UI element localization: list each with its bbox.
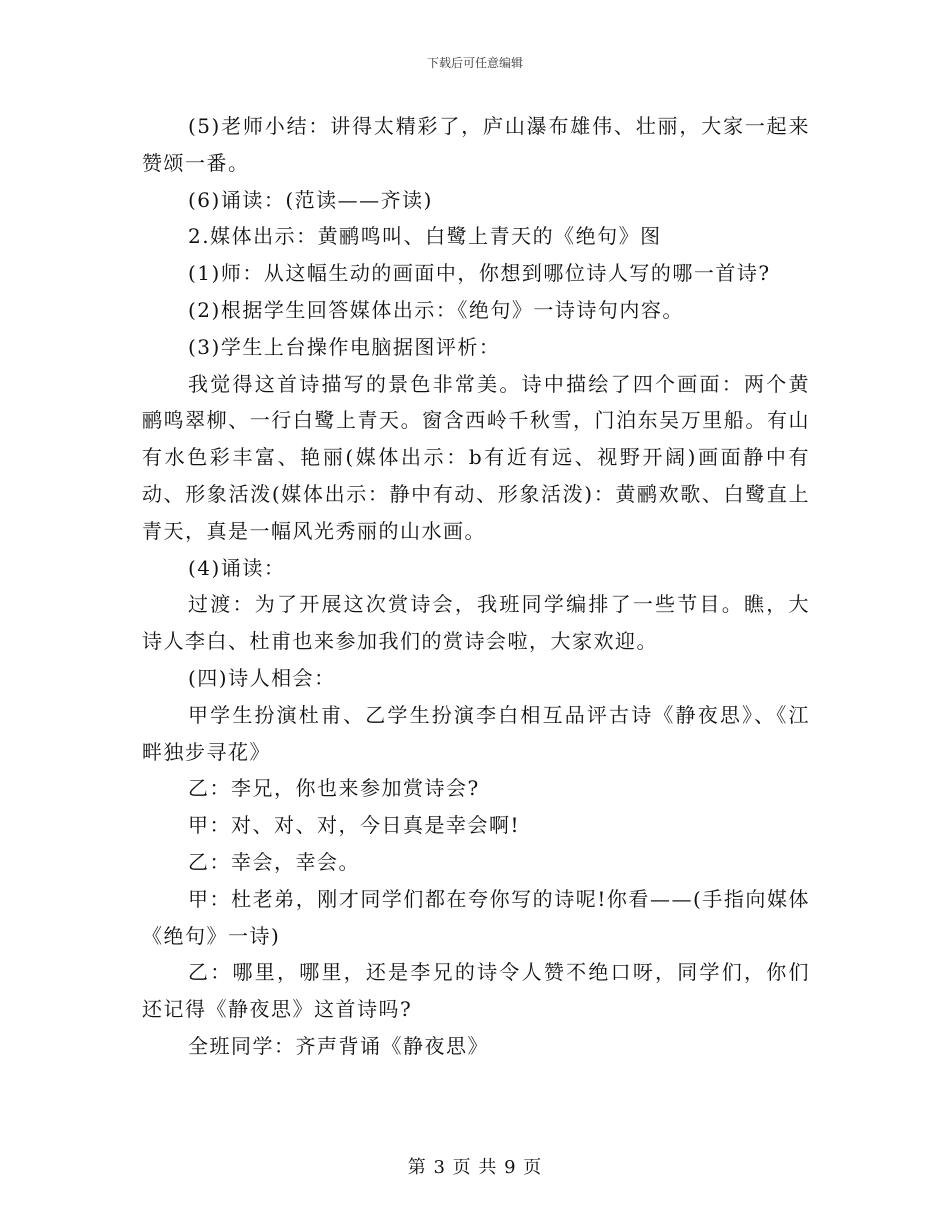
paragraph: 甲：杜老弟，刚才同学们都在夸你写的诗呢!你看——(手指向媒体《绝句》一诗) [142, 886, 810, 948]
paragraph: 乙：哪里，哪里，还是李兄的诗令人赞不绝口呀，同学们，你们还记得《静夜思》这首诗吗? [142, 960, 810, 1022]
page-header: 下载后可任意编辑 [426, 56, 523, 70]
paragraph: 甲学生扮演杜甫、乙学生扮演李白相互品评古诗《静夜思》、《江畔独步寻花》 [142, 702, 810, 764]
paragraph: (1)师：从这幅生动的画面中，你想到哪位诗人写的哪一首诗? [188, 261, 771, 286]
paragraph: 2.媒体出示：黄鹂鸣叫、白鹭上青天的《绝句》图 [188, 224, 662, 249]
paragraph: 乙：幸会，幸会。 [188, 849, 360, 874]
paragraph: 过渡：为了开展这次赏诗会，我班同学编排了一些节目。瞧，大诗人李白、杜甫也来参加我们的赏诗会啦，大家欢迎。 [142, 592, 810, 654]
paragraph: 甲：对、对、对，今日真是幸会啊! [188, 813, 521, 838]
paragraph: 乙：李兄，你也来参加赏诗会? [188, 776, 480, 801]
paragraph: (四)诗人相会： [188, 665, 336, 690]
paragraph: (4)诵读： [188, 555, 286, 580]
paragraph: (3)学生上台操作电脑据图评析： [188, 334, 501, 359]
paragraph: 我觉得这首诗描写的景色非常美。诗中描绘了四个画面：两个黄鹂鸣翠柳、一行白鹭上青天。窗含西岭千秋雪，门泊东吴万里船。有山有水色彩丰富、艳丽(媒体出示：b有近有远、视野开阔)画面静中有动、形象活泼(媒体出示：静中有动、形象活泼)：黄鹂欢歌、白鹭直上青天，真是一幅风光秀丽的山水画。 [142, 371, 810, 543]
paragraph: (5)老师小结：讲得太精彩了，庐山瀑布雄伟、壮丽，大家一起来赞颂一番。 [142, 114, 810, 175]
document-body [142, 108, 810, 1065]
paragraph: (6)诵读：(范读——齐读) [188, 187, 433, 212]
paragraph: 全班同学：齐声背诵《静夜思》 [188, 1033, 489, 1058]
page-number: 第 3 页 共 9 页 [407, 1157, 543, 1178]
paragraph: (2)根据学生回答媒体出示：《绝句》一诗诗句内容。 [188, 297, 684, 322]
